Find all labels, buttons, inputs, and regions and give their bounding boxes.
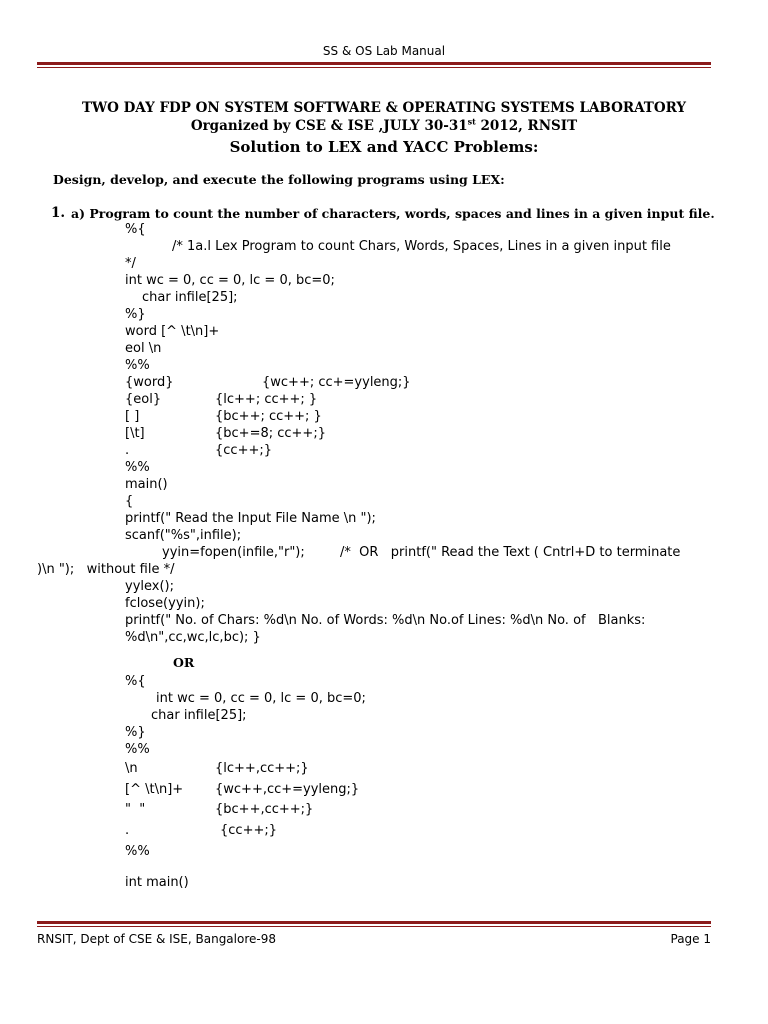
code-line: %{: [125, 222, 146, 237]
code-line: .: [125, 823, 130, 838]
code-action: {lc++; cc++; }: [215, 392, 318, 407]
code-line: char infile[25];: [142, 290, 238, 305]
question-text: a) Program to count the number of characters, words, spaces and lines in a given input file.: [71, 206, 715, 221]
page-header: SS & OS Lab Manual: [322, 44, 446, 58]
or-separator: OR: [173, 655, 195, 670]
question-number: 1.: [51, 205, 66, 221]
code-line: %}: [125, 307, 146, 322]
code-action: {wc++; cc+=yyleng;}: [262, 375, 411, 390]
code-line: main(): [125, 477, 168, 492]
code-line: %{: [125, 674, 146, 689]
title-line-2: [0, 118, 768, 134]
code-line: {: [125, 494, 134, 509]
header-rule-thin: [37, 67, 711, 68]
code-line: .: [125, 443, 130, 458]
code-line: %%: [125, 742, 150, 757]
code-line: fclose(yyin);: [125, 596, 205, 611]
code-line: %%: [125, 358, 150, 373]
code-line: */: [125, 256, 136, 271]
code-line: /* 1a.l Lex Program to count Chars, Words, Spaces, Lines in a given input file: [172, 239, 671, 254]
code-action: {lc++,cc++;}: [215, 761, 309, 776]
code-line: eol \n: [125, 341, 162, 356]
code-line: [\t]: [125, 426, 145, 441]
code-line: yyin=fopen(infile,"r");: [162, 545, 305, 560]
intro-heading: Design, develop, and execute the following programs using LEX:: [53, 172, 505, 187]
code-line: int wc = 0, cc = 0, lc = 0, bc=0;: [125, 273, 335, 288]
page-number: Page 1: [670, 932, 711, 946]
code-line: int main(): [125, 875, 189, 890]
code-line: {word}: [125, 375, 174, 390]
code-line: printf(" Read the Input File Name \n ");: [125, 511, 376, 526]
title-line-2-superscript: st: [467, 116, 476, 127]
footer-rule-thick: [37, 921, 711, 924]
code-line: [^ \t\n]+: [125, 782, 184, 797]
code-action: {bc++; cc++; }: [215, 409, 322, 424]
code-action: {wc++,cc+=yyleng;}: [215, 782, 360, 797]
code-line: " ": [125, 802, 146, 817]
code-comment: /* OR printf(" Read the Text ( Cntrl+D to terminate: [340, 545, 681, 560]
title-line-2-text: Organized by CSE & ISE ,JULY 30-31: [190, 118, 468, 134]
header-rule-thick: [37, 62, 711, 65]
code-line: %%: [125, 460, 150, 475]
code-line: char infile[25];: [151, 708, 247, 723]
code-line: {eol}: [125, 392, 162, 407]
footer-institution: RNSIT, Dept of CSE & ISE, Bangalore-98: [37, 932, 276, 946]
code-line: int wc = 0, cc = 0, lc = 0, bc=0;: [156, 691, 366, 706]
title-line-1: TWO DAY FDP ON SYSTEM SOFTWARE & OPERATING SYSTEMS LABORATORY: [81, 100, 687, 116]
page-title: Solution to LEX and YACC Problems:: [229, 138, 539, 156]
code-line: %}: [125, 725, 146, 740]
code-action: {bc++,cc++;}: [215, 802, 314, 817]
title-line-2-tail: 2012, RNSIT: [475, 118, 578, 134]
footer-rule-thin: [37, 926, 711, 927]
code-line: printf(" No. of Chars: %d\n No. of Words: %d\n No.of Lines: %d\n No. of Blanks:: [125, 613, 646, 628]
code-line: )\n "); without file */: [37, 562, 175, 577]
code-line: %%: [125, 844, 150, 859]
code-action: {cc++;}: [215, 443, 273, 458]
code-line: [ ]: [125, 409, 140, 424]
code-line: yylex();: [125, 579, 174, 594]
code-line: %d\n",cc,wc,lc,bc); }: [125, 630, 261, 645]
code-line: word [^ \t\n]+: [125, 324, 220, 339]
code-line: \n: [125, 761, 138, 776]
code-action: {bc+=8; cc++;}: [215, 426, 326, 441]
code-line: scanf("%s",infile);: [125, 528, 242, 543]
code-action: {cc++;}: [220, 823, 278, 838]
